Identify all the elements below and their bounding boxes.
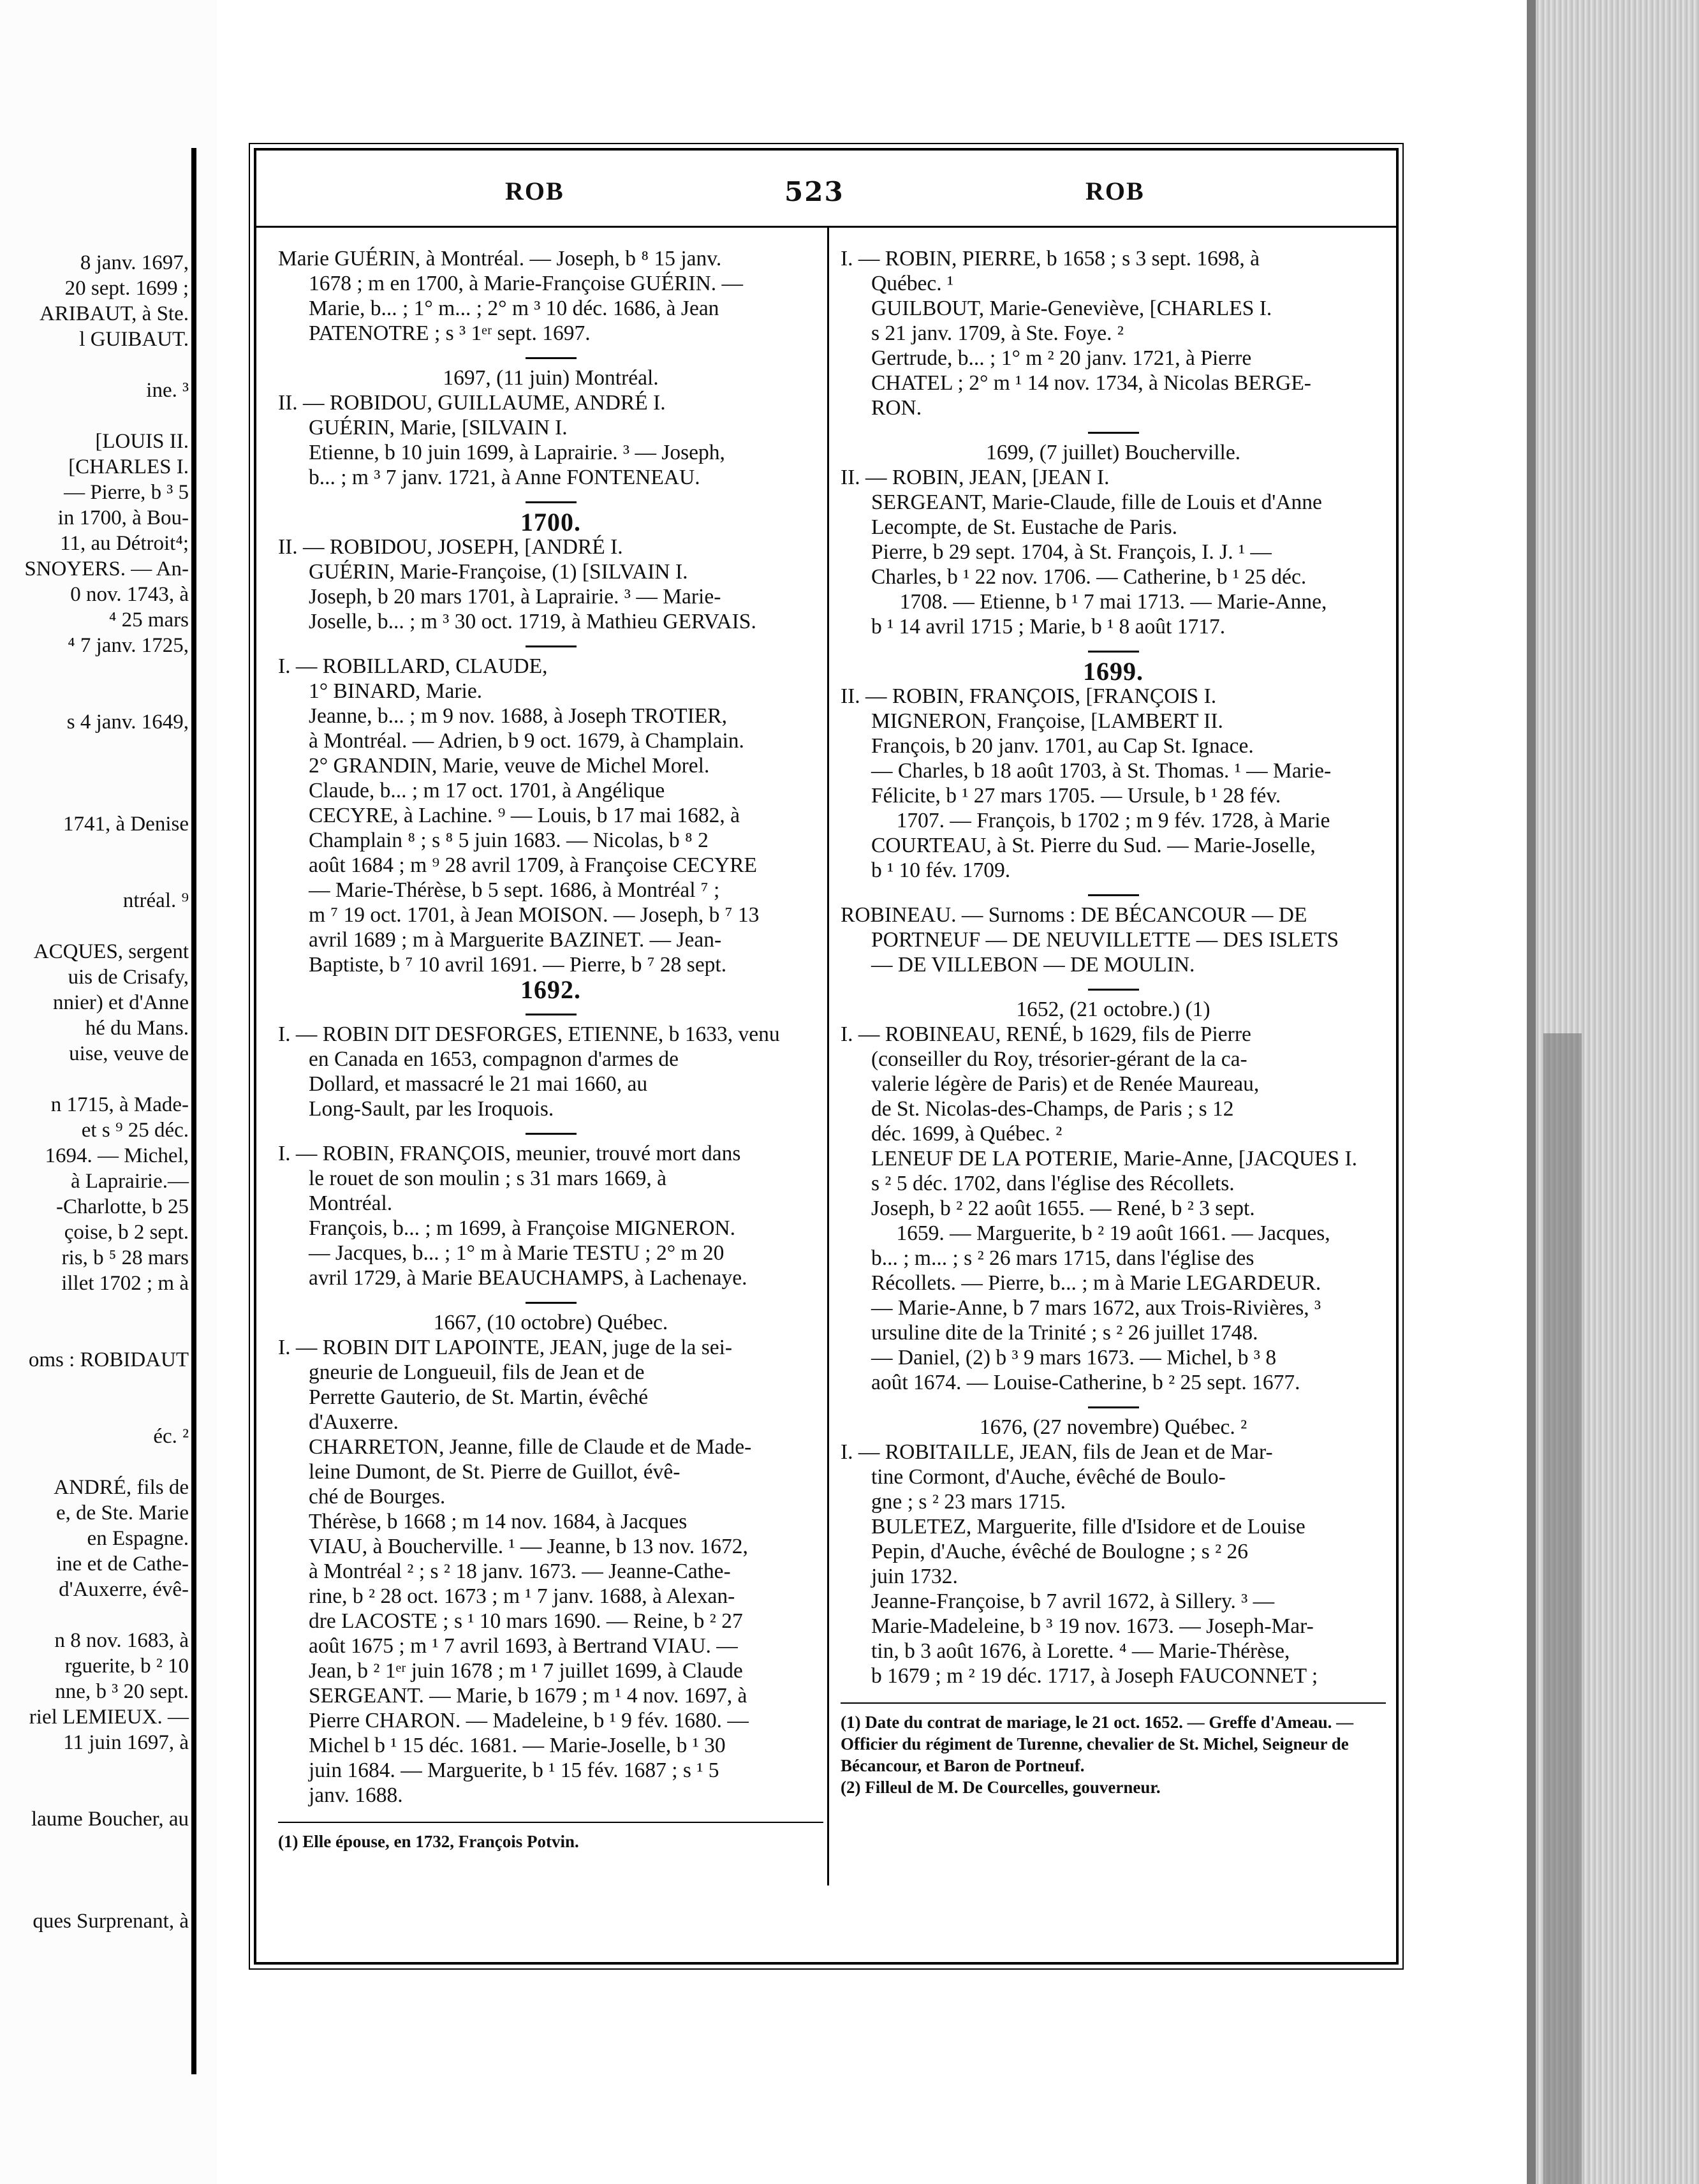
year-heading: 1700. bbox=[520, 508, 581, 536]
marriage-date-heading: 1667, (10 octobre) Québec. bbox=[433, 1311, 668, 1334]
entry-line: 2° GRANDIN, Marie, veuve de Michel Morel. bbox=[309, 754, 710, 778]
entry-line: GUILBOUT, Marie-Geneviève, [CHARLES I. bbox=[871, 297, 1272, 320]
entry-line: avril 1689 ; m à Marguerite BAZINET. — Jean- bbox=[309, 928, 722, 952]
entry-line: VIAU, à Boucherville. ¹ — Jeanne, b 13 nov. 1672, bbox=[309, 1535, 748, 1558]
previous-page-line: 20 sept. 1699 ; bbox=[64, 277, 189, 300]
entry-line: — Daniel, (2) b ³ 9 mars 1673. — Michel, b ³ 8 bbox=[871, 1346, 1277, 1369]
entry-line: juin 1684. — Marguerite, b ¹ 15 fév. 1687 ; s ¹ 5 bbox=[309, 1759, 719, 1782]
previous-page-line: laume Boucher, au bbox=[31, 1808, 189, 1831]
entry-separator-rule bbox=[1088, 989, 1139, 991]
entry-line: I. — ROBIN, FRANÇOIS, meunier, trouvé mort dans bbox=[278, 1142, 741, 1165]
previous-page-line: uis de Crisafy, bbox=[68, 966, 189, 989]
entry-line: François, b 20 janv. 1701, au Cap St. Ignace. bbox=[871, 734, 1254, 758]
previous-page-line: l GUIBAUT. bbox=[79, 328, 189, 351]
entry-line: SERGEANT. — Marie, b 1679 ; m ¹ 4 nov. 1697, à bbox=[309, 1684, 747, 1708]
previous-page-line: ques Surprenant, à bbox=[33, 1910, 189, 1933]
header-left-label: ROB bbox=[505, 177, 564, 205]
previous-page-line: — Pierre, b ³ 5 bbox=[64, 481, 189, 504]
entry-line: CECYRE, à Lachine. ⁹ — Louis, b 17 mai 1682, à bbox=[309, 804, 740, 827]
entry-line: Joseph, b 20 mars 1701, à Laprairie. ³ — Marie- bbox=[309, 585, 721, 609]
entry-line: MIGNERON, Françoise, [LAMBERT II. bbox=[871, 709, 1223, 733]
footnote-rule bbox=[841, 1702, 1386, 1704]
page-gutter bbox=[217, 0, 245, 2184]
entry-line: PORTNEUF — DE NEUVILLETTE — DES ISLETS bbox=[871, 928, 1339, 952]
year-heading: 1692. bbox=[520, 975, 581, 1004]
entry-line: rine, b ² 28 oct. 1673 ; m ¹ 7 janv. 1688, à Alexan- bbox=[309, 1584, 735, 1608]
entry-line: août 1675 ; m ¹ 7 avril 1693, à Bertrand VIAU. — bbox=[309, 1634, 738, 1658]
entry-line: Récollets. — Pierre, b... ; m à Marie LEGARDEUR. bbox=[871, 1271, 1321, 1295]
entry-line: dre LACOSTE ; s ¹ 10 mars 1690. — Reine, b ² 27 bbox=[309, 1609, 743, 1633]
entry-line: déc. 1699, à Québec. ² bbox=[871, 1122, 1063, 1146]
entry-line: Marie-Madeleine, b ³ 19 nov. 1673. — Joseph-Mar- bbox=[871, 1614, 1314, 1638]
entry-line: s 21 janv. 1709, à Ste. Foye. ² bbox=[871, 321, 1124, 345]
entry-line: de St. Nicolas-des-Champs, de Paris ; s 12 bbox=[871, 1097, 1234, 1121]
previous-page-line: en Espagne. bbox=[87, 1527, 189, 1550]
previous-page-line: 11, au Détroit⁴; bbox=[60, 532, 189, 555]
entry-line: valerie légère de Paris) et de Renée Maureau, bbox=[871, 1072, 1260, 1096]
entry-separator-rule bbox=[526, 501, 577, 503]
entry-line: d'Auxerre. bbox=[309, 1410, 399, 1434]
entry-line: I. — ROBITAILLE, JEAN, fils de Jean et de Mar- bbox=[841, 1440, 1273, 1464]
previous-page-line: e, de Ste. Marie bbox=[55, 1502, 189, 1524]
column-divider bbox=[827, 227, 829, 1885]
entry-line: b 1679 ; m ² 19 déc. 1717, à Joseph FAUCONNET ; bbox=[871, 1664, 1318, 1688]
entry-line: Lecompte, de St. Eustache de Paris. bbox=[871, 515, 1178, 539]
entry-line: Pierre, b 29 sept. 1704, à St. François, I. J. ¹ — bbox=[871, 540, 1272, 564]
previous-page-line: ine et de Cathe- bbox=[56, 1553, 189, 1575]
entry-line: II. — ROBIN, FRANÇOIS, [FRANÇOIS I. bbox=[841, 684, 1217, 708]
footnote: (2) Filleul de M. De Courcelles, gouverneur. bbox=[841, 1778, 1161, 1797]
previous-page-line: éc. ² bbox=[153, 1425, 189, 1448]
entry-line: le rouet de son moulin ; s 31 mars 1669, à bbox=[309, 1167, 667, 1190]
entry-line: Thérèse, b 1668 ; m 14 nov. 1684, à Jacques bbox=[309, 1510, 688, 1533]
previous-page-line: nnier) et d'Anne bbox=[52, 991, 189, 1014]
entry-line: Joseph, b ² 22 août 1655. — René, b ² 3 sept. bbox=[871, 1197, 1255, 1220]
entry-line: Pierre CHARON. — Madeleine, b ¹ 9 fév. 1680. — bbox=[309, 1709, 749, 1732]
previous-page-line: ARIBAUT, à Ste. bbox=[39, 302, 189, 325]
entry-line: tine Cormont, d'Auche, évêché de Boulo- bbox=[871, 1465, 1226, 1489]
previous-page-line: rguerite, b ² 10 bbox=[64, 1655, 189, 1678]
previous-page-line: ACQUES, sergent bbox=[33, 940, 189, 963]
entry-line: PATENOTRE ; s ³ 1ᵉʳ sept. 1697. bbox=[309, 321, 591, 345]
previous-page-line: 8 janv. 1697, bbox=[80, 251, 189, 274]
entry-line: leine Dumont, de St. Pierre de Guillot, évê- bbox=[309, 1460, 680, 1484]
previous-page-line: d'Auxerre, évê- bbox=[59, 1578, 189, 1601]
entry-line: Charles, b ¹ 22 nov. 1706. — Catherine, b ¹ 25 déc. bbox=[871, 565, 1307, 589]
entry-line: gneurie de Longueuil, fils de Jean et de bbox=[309, 1361, 645, 1384]
entry-line: CHARRETON, Jeanne, fille de Claude et de Made- bbox=[309, 1435, 752, 1459]
previous-page-line: hé du Mans. bbox=[85, 1017, 189, 1040]
entry-line: Québec. ¹ bbox=[871, 272, 954, 295]
previous-page-frame-rule bbox=[191, 148, 196, 2074]
entry-line: gne ; s ² 23 mars 1715. bbox=[871, 1490, 1066, 1514]
previous-page-line: [CHARLES I. bbox=[68, 455, 189, 478]
marriage-date-heading: 1659. — Marguerite, b ² 19 août 1661. — Jacques, bbox=[896, 1221, 1330, 1245]
entry-line: Jean, b ² 1ᵉʳ juin 1678 ; m ¹ 7 juillet 1699, à Claude bbox=[309, 1659, 743, 1683]
entry-line: (conseiller du Roy, trésorier-gérant de la ca- bbox=[871, 1047, 1247, 1071]
entry-line: Michel b ¹ 15 déc. 1681. — Marie-Joselle, b ¹ 30 bbox=[309, 1734, 726, 1757]
footnote: (1) Elle épouse, en 1732, François Potvin. bbox=[278, 1832, 579, 1851]
entry-separator-rule bbox=[1088, 1406, 1139, 1408]
entry-line: s ² 5 déc. 1702, dans l'église des Récollets. bbox=[871, 1172, 1235, 1195]
entry-line: Champlain ⁸ ; s ⁸ 5 juin 1683. — Nicolas, b ⁸ 2 bbox=[309, 829, 709, 852]
previous-page-line: nne, b ³ 20 sept. bbox=[55, 1680, 189, 1703]
previous-page-line: ⁴ 25 mars bbox=[108, 609, 189, 631]
entry-line: Pepin, d'Auche, évêché de Boulogne ; s ² 26 bbox=[871, 1540, 1249, 1563]
previous-page-line: à Laprairie.— bbox=[70, 1170, 189, 1193]
entry-line: Marie GUÉRIN, à Montréal. — Joseph, b ⁸ 15 janv. bbox=[278, 247, 722, 270]
entry-separator-rule bbox=[526, 357, 577, 359]
previous-page-line: ris, b ⁵ 28 mars bbox=[61, 1246, 189, 1269]
entry-line: LENEUF DE LA POTERIE, Marie-Anne, [JACQUES I. bbox=[871, 1147, 1358, 1170]
entry-line: Gertrude, b... ; 1° m ² 20 janv. 1721, à Pierre bbox=[871, 346, 1252, 370]
entry-line: Claude, b... ; m 17 oct. 1701, à Angélique bbox=[309, 779, 665, 802]
footnote-rule bbox=[278, 1822, 823, 1823]
entry-line: I. — ROBINEAU, RENÉ, b 1629, fils de Pierre bbox=[841, 1022, 1251, 1046]
entry-line: CHATEL ; 2° m ¹ 14 nov. 1734, à Nicolas BERGE- bbox=[871, 371, 1311, 395]
page-number: 523 bbox=[784, 176, 844, 207]
previous-page-line: -Charlotte, b 25 bbox=[55, 1195, 189, 1218]
page-edge-dark-band bbox=[1543, 1033, 1582, 2184]
entry-line: b... ; m... ; s ² 26 mars 1715, dans l'église des bbox=[871, 1246, 1254, 1270]
year-heading: 1699. bbox=[1083, 657, 1144, 686]
previous-page-line: ⁴ 7 janv. 1725, bbox=[68, 634, 189, 657]
entry-line: GUÉRIN, Marie-Françoise, (1) [SILVAIN I. bbox=[309, 560, 688, 584]
entry-line: août 1674. — Louise-Catherine, b ² 25 sept. 1677. bbox=[871, 1371, 1300, 1394]
previous-page-line: SNOYERS. — An- bbox=[24, 557, 189, 580]
page-frame bbox=[254, 148, 1399, 1965]
footnote: (1) Date du contrat de mariage, le 21 oct. 1652. — Greffe d'Ameau. — Officier du régiment de Turenne, chevalier de St. Michel, Seigneur de Bécancour, et Baron de Portneuf. bbox=[841, 1713, 1354, 1775]
entry-line: RON. bbox=[871, 396, 922, 420]
entry-line: — DE VILLEBON — DE MOULIN. bbox=[871, 953, 1195, 977]
entry-line: b ¹ 10 fév. 1709. bbox=[871, 859, 1011, 882]
previous-page-line: riel LEMIEUX. — bbox=[29, 1706, 189, 1729]
previous-page-line: 0 nov. 1743, à bbox=[70, 583, 189, 606]
entry-line: tin, b 3 août 1676, à Lorette. ⁴ — Marie-Thérèse, bbox=[871, 1639, 1290, 1663]
entry-line: Dollard, et massacré le 21 mai 1660, au bbox=[309, 1072, 648, 1096]
entry-line: — Charles, b 18 août 1703, à St. Thomas. ¹ — Marie- bbox=[871, 759, 1332, 783]
entry-line: ché de Bourges. bbox=[309, 1485, 446, 1509]
entry-line: François, b... ; m 1699, à Françoise MIGNERON. bbox=[309, 1216, 735, 1240]
entry-line: I. — ROBIN DIT DESFORGES, ETIENNE, b 1633, venu bbox=[278, 1022, 780, 1046]
marriage-date-heading: 1707. — François, b 1702 ; m 9 fév. 1728, à Marie bbox=[896, 809, 1330, 832]
previous-page-line: illet 1702 ; m à bbox=[61, 1272, 189, 1295]
entry-line: II. — ROBIDOU, GUILLAUME, ANDRÉ I. bbox=[278, 391, 666, 415]
entry-line: Long-Sault, par les Iroquois. bbox=[309, 1097, 554, 1121]
previous-page-line: in 1700, à Bou- bbox=[57, 506, 189, 529]
entry-separator-rule bbox=[526, 1302, 577, 1304]
entry-line: — Marie-Anne, b 7 mars 1672, aux Trois-Rivières, ³ bbox=[871, 1296, 1321, 1320]
entry-line: août 1684 ; m ⁹ 28 avril 1709, à Françoise CECYRE bbox=[309, 853, 757, 877]
entry-line: à Montréal. — Adrien, b 9 oct. 1679, à Champlain. bbox=[309, 729, 744, 753]
entry-line: I. — ROBIN DIT LAPOINTE, JEAN, juge de la sei- bbox=[278, 1336, 733, 1359]
entry-line: Perrette Gauterio, de St. Martin, évêché bbox=[309, 1385, 649, 1409]
entry-line: janv. 1688. bbox=[309, 1783, 403, 1807]
previous-page-line: 1694. — Michel, bbox=[45, 1144, 189, 1167]
previous-page-line: uise, veuve de bbox=[69, 1042, 189, 1065]
marriage-date-heading: 1697, (11 juin) Montréal. bbox=[443, 366, 659, 390]
previous-page-fragment bbox=[0, 0, 217, 2184]
entry-line: I. — ROBILLARD, CLAUDE, bbox=[278, 654, 548, 678]
previous-page-line: oms : ROBIDAUT bbox=[28, 1348, 189, 1371]
entry-line: avril 1729, à Marie BEAUCHAMPS, à Lachenaye. bbox=[309, 1266, 747, 1290]
entry-line: Jeanne, b... ; m 9 nov. 1688, à Joseph TROTIER, bbox=[309, 704, 727, 728]
entry-line: I. — ROBIN, PIERRE, b 1658 ; s 3 sept. 1698, à bbox=[841, 247, 1260, 270]
entry-separator-rule bbox=[526, 1014, 577, 1015]
entry-line: Jeanne-Françoise, b 7 avril 1672, à Sillery. ³ — bbox=[871, 1590, 1275, 1613]
entry-line: ursuline dite de la Trinité ; s ² 26 juillet 1748. bbox=[871, 1321, 1258, 1345]
entry-separator-rule bbox=[1088, 651, 1139, 653]
previous-page-line: 1741, à Denise bbox=[63, 813, 189, 836]
previous-page-line: s 4 janv. 1649, bbox=[66, 711, 189, 734]
marriage-date-heading: 1652, (21 octobre.) (1) bbox=[1016, 998, 1210, 1021]
previous-page-line: 11 juin 1697, à bbox=[63, 1731, 189, 1754]
entry-line: ROBINEAU. — Surnoms : DE BÉCANCOUR — DE bbox=[841, 903, 1307, 927]
header-right-label: ROB bbox=[1085, 177, 1145, 205]
entry-line: Joselle, b... ; m ³ 30 oct. 1719, à Mathieu GERVAIS. bbox=[309, 610, 756, 633]
entry-line: juin 1732. bbox=[871, 1565, 958, 1588]
previous-page-line: et s ⁹ 25 déc. bbox=[81, 1119, 189, 1142]
previous-page-line: n 8 nov. 1683, à bbox=[54, 1629, 189, 1652]
entry-line: Marie, b... ; 1° m... ; 2° m ³ 10 déc. 1686, à Jean bbox=[309, 297, 719, 320]
entry-line: — Jacques, b... ; 1° m à Marie TESTU ; 2° m 20 bbox=[309, 1241, 724, 1265]
entry-line: SERGEANT, Marie-Claude, fille de Louis et d'Anne bbox=[871, 491, 1322, 514]
previous-page-line: çoise, b 2 sept. bbox=[64, 1221, 189, 1244]
entry-line: BULETEZ, Marguerite, fille d'Isidore et de Louise bbox=[871, 1515, 1306, 1538]
entry-line: Etienne, b 10 juin 1699, à Laprairie. ³ — Joseph, bbox=[309, 441, 725, 464]
marriage-date-heading: 1676, (27 novembre) Québec. ² bbox=[979, 1415, 1247, 1439]
entry-line: — Marie-Thérèse, b 5 sept. 1686, à Montréal ⁷ ; bbox=[309, 878, 720, 902]
entry-line: Montréal. bbox=[309, 1192, 393, 1215]
entry-separator-rule bbox=[526, 1133, 577, 1135]
marriage-date-heading: 1708. — Etienne, b ¹ 7 mai 1713. — Marie-Anne, bbox=[899, 590, 1327, 614]
previous-page-line: ine. ³ bbox=[146, 379, 189, 402]
previous-page-line: ntréal. ⁹ bbox=[122, 889, 189, 912]
entry-line: 1° BINARD, Marie. bbox=[309, 679, 483, 703]
entry-line: en Canada en 1653, compagnon d'armes de bbox=[309, 1047, 679, 1071]
entry-line: b... ; m ³ 7 janv. 1721, à Anne FONTENEAU. bbox=[309, 466, 700, 489]
entry-separator-rule bbox=[1088, 432, 1139, 434]
left-column bbox=[278, 246, 823, 1852]
entry-separator-rule bbox=[526, 646, 577, 647]
entry-line: Baptiste, b ⁷ 10 avril 1691. — Pierre, b ⁷ 28 sept. bbox=[309, 953, 727, 977]
previous-page-line: [LOUIS II. bbox=[95, 430, 189, 453]
right-column bbox=[841, 246, 1386, 1798]
entry-line: II. — ROBIN, JEAN, [JEAN I. bbox=[841, 466, 1110, 489]
entry-line: COURTEAU, à St. Pierre du Sud. — Marie-Joselle, bbox=[871, 834, 1316, 857]
entry-line: GUÉRIN, Marie, [SILVAIN I. bbox=[309, 416, 568, 439]
marriage-date-heading: 1699, (7 juillet) Boucherville. bbox=[985, 441, 1241, 464]
entry-line: Félicite, b ¹ 27 mars 1705. — Ursule, b ¹ 28 fév. bbox=[871, 784, 1281, 808]
entry-line: m ⁷ 19 oct. 1701, à Jean MOISON. — Joseph, b ⁷ 13 bbox=[309, 903, 760, 927]
entry-line: b ¹ 14 avril 1715 ; Marie, b ¹ 8 août 1717. bbox=[871, 615, 1226, 638]
entry-line: 1678 ; m en 1700, à Marie-Françoise GUÉRIN. — bbox=[309, 272, 744, 295]
previous-page-line: n 1715, à Made- bbox=[50, 1093, 189, 1116]
running-header bbox=[256, 176, 1396, 212]
header-rule bbox=[256, 226, 1396, 228]
previous-page-line: ANDRÉ, fils de bbox=[54, 1476, 189, 1499]
entry-line: à Montréal ² ; s ² 18 janv. 1673. — Jeanne-Cathe- bbox=[309, 1560, 731, 1583]
entry-line: II. — ROBIDOU, JOSEPH, [ANDRÉ I. bbox=[278, 535, 623, 559]
entry-separator-rule bbox=[1088, 894, 1139, 896]
